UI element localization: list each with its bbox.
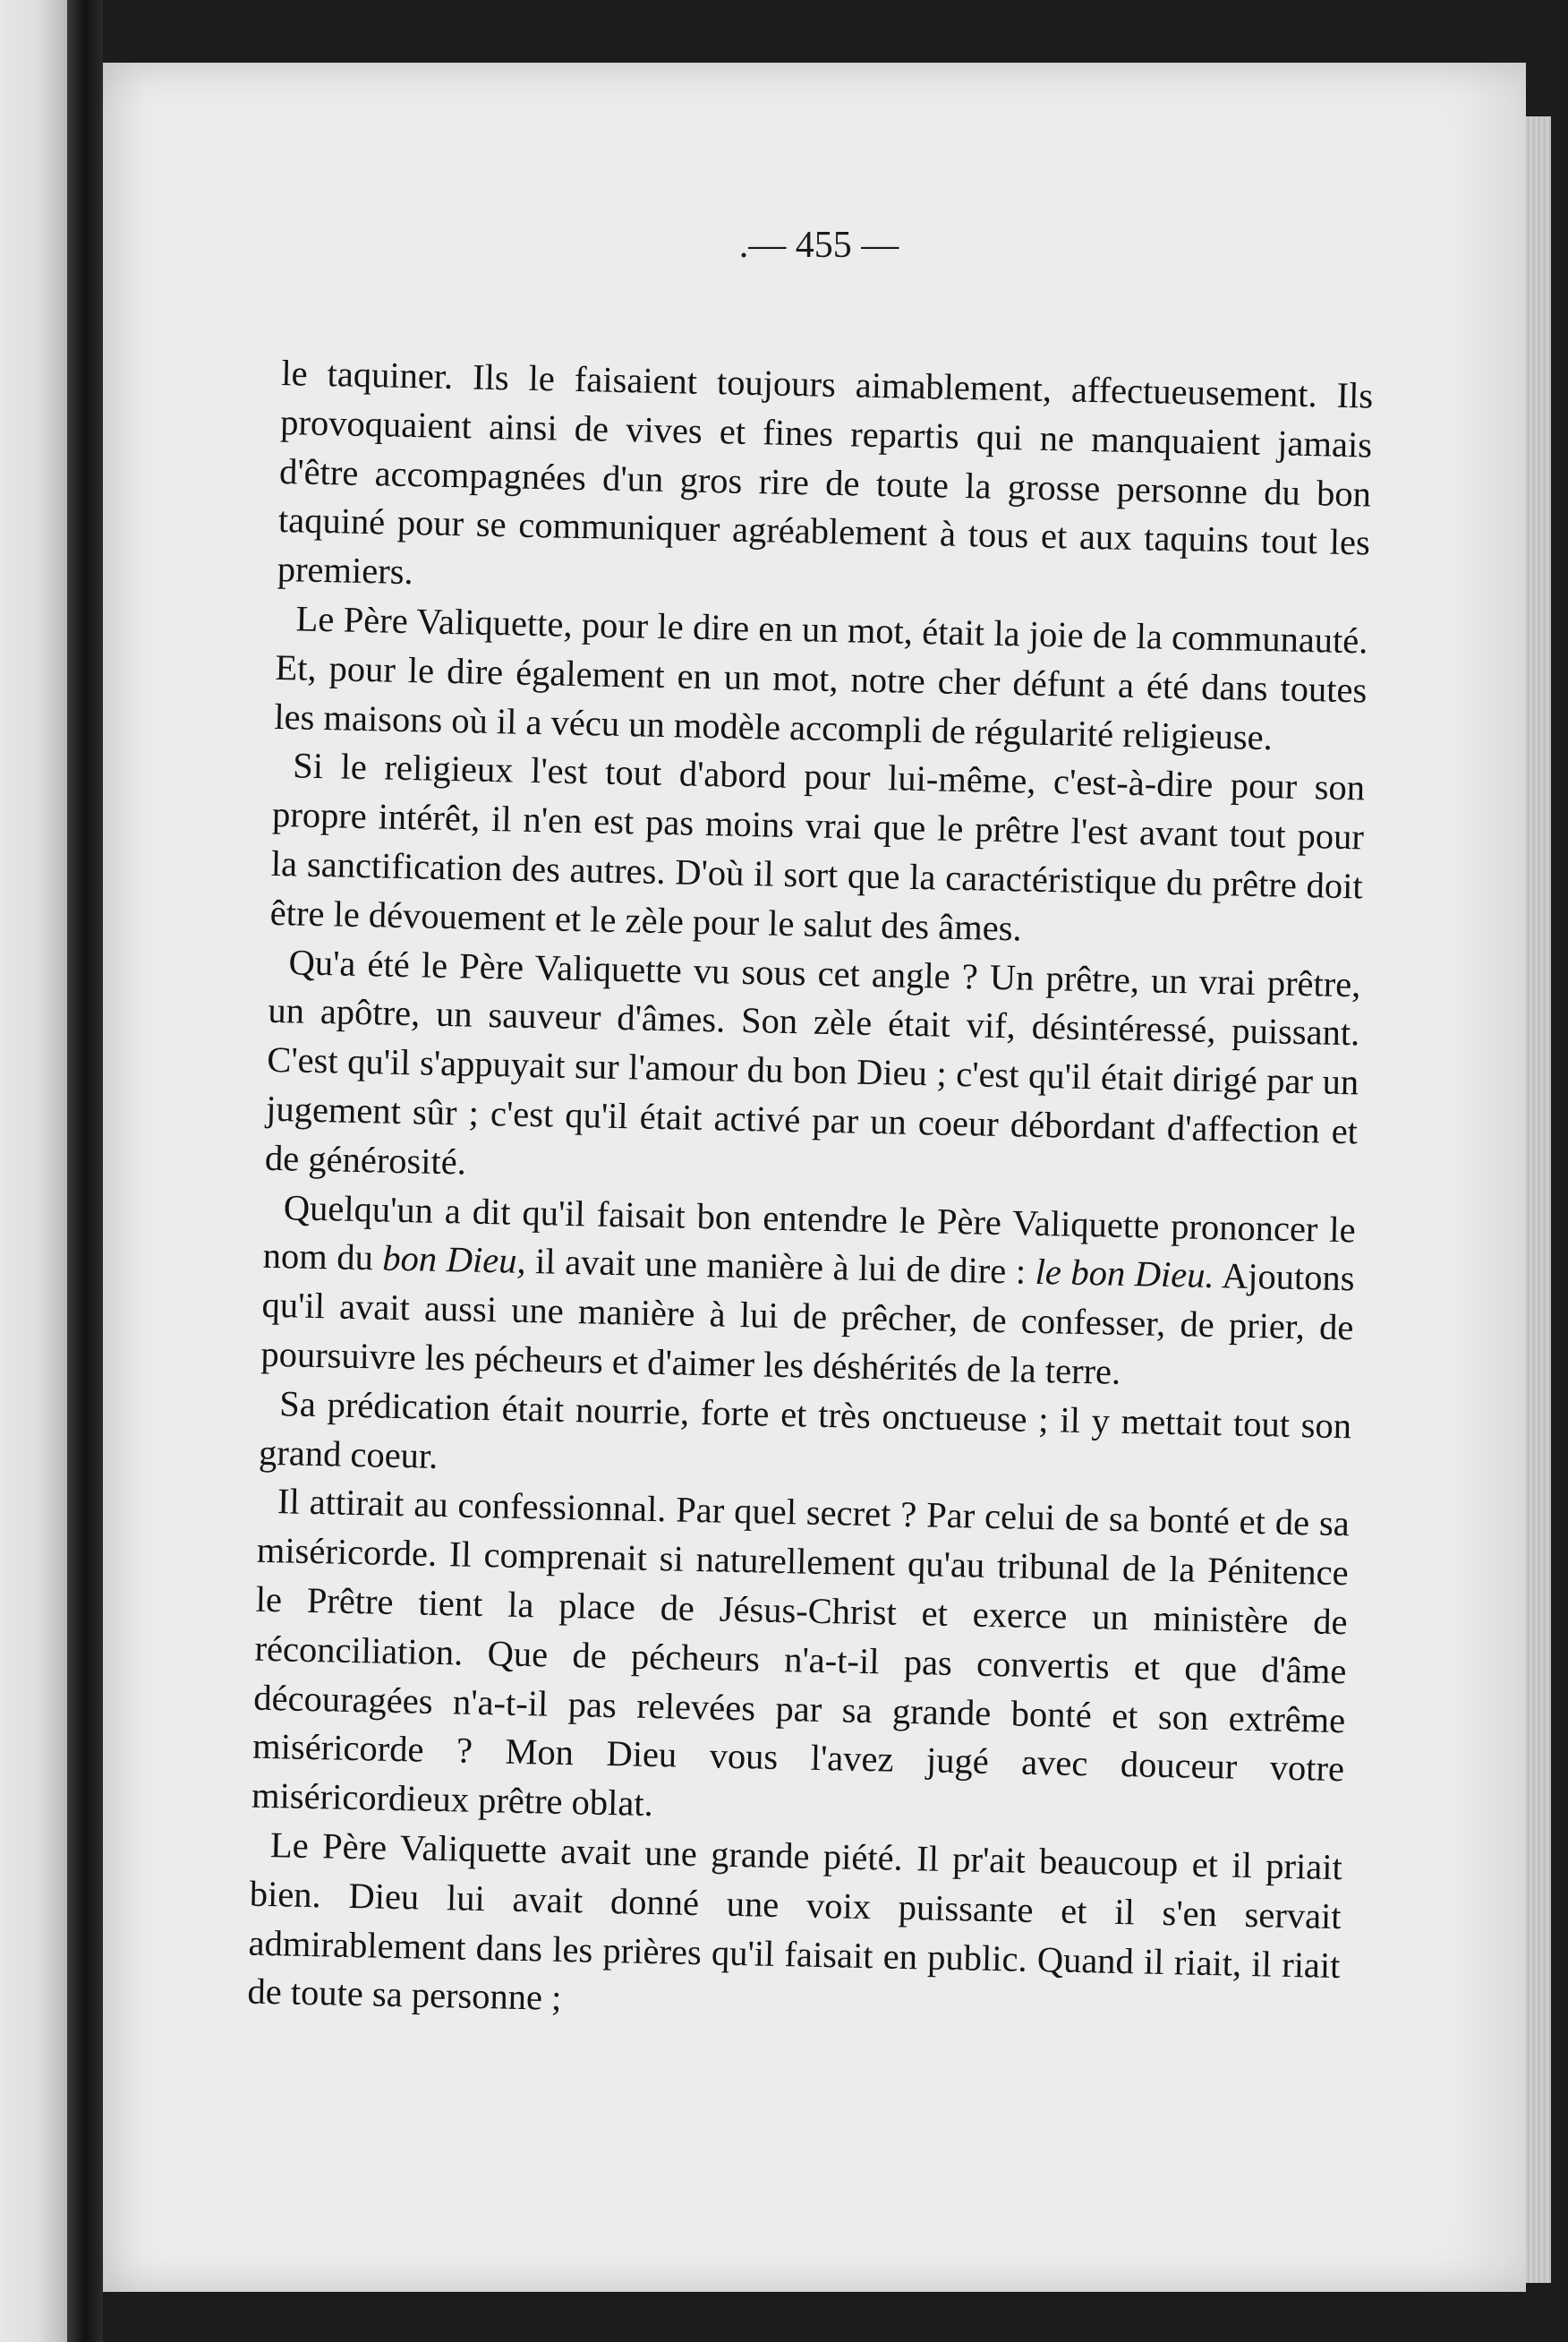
paragraph-8: Le Père Valiquette avait une grande piété. Il pr'ait beaucoup et il priait bien. Dieu lui avait donné une voix puissante et il s'en servait admirablement dans les prières qu'il faisait en public. Quand il riait, il riait de toute sa personne ; [247, 1825, 1343, 2019]
book-page [103, 63, 1526, 2292]
paragraph-7: Il attirait au confessionnal. Par quel secret ? Par celui de sa bonté et de sa miséricorde. Il comprenait si naturellement qu'au tribunal de la Pénitence le Prêtre tient la place de Jésus-Christ et exerce un ministère de réconciliation. Que de pécheurs n'a-t-il pas convertis et que d'âme découragées n'a-t-il pas relevées par sa grande bonté et son extrême miséricorde ? Mon Dieu vous l'avez jugé avec douceur votre miséricordieux prêtre oblat. [251, 1481, 1351, 1825]
paragraph-3: Si le religieux l'est tout d'abord pour lui-même, c'est-à-dire pour son propre intérêt, il n'en est pas moins vrai que le prêtre l'est avant tout pour la sanctification des autres. D'où il sort que la caractéristique du prêtre doit être le dévouement et le zèle pour le salut des âmes. [269, 745, 1366, 949]
paragraph-4: Qu'a été le Père Valiquette vu sous cet angle ? Un prêtre, un vrai prêtre, un apôtre, un sauveur d'âmes. Son zèle était vif, désintéressé, puissant. C'est qu'il s'appuyait sur l'amour du bon Dieu ; c'est qu'il était dirigé par un jugement sûr ; c'est qu'il était activé par un coeur débordant d'affection et de générosité. [264, 941, 1361, 1183]
previous-page-edge [0, 0, 67, 2342]
paragraph-2: Le Père Valiquette, pour le dire en un mot, était la joie de la communauté. Et, pour le dire également en un mot, notre cher défunt a été dans toutes les maisons où il a vécu un modèle accompli de régularité religieuse. [273, 598, 1368, 757]
paragraph-1: le taquiner. Ils le faisaient toujours aimablement, affectueusement. Ils provoquaient ainsi de vives et fines repartis qui ne manquaient jamais d'être accompagnées d'un gros rire de toute la grosse personne du bon taquiné pour se communiquer agréablement à tous et aux taquins tout les premiers. [277, 352, 1374, 593]
paragraph-6: Sa prédication était nourrie, forte et très onctueuse ; il y mettait tout son grand coeur. [258, 1382, 1352, 1476]
italic-phrase: bon Dieu, [381, 1237, 527, 1282]
page-number: .— 455 — [738, 225, 899, 266]
paragraph-5: Quelqu'un a dit qu'il faisait bon entendre le Père Valiquette prononcer le nom du bon Dieu, il avait une manière à lui de dire : le bon Dieu. Ajoutons qu'il avait aussi une manière à lui de prêcher, de confesser, de prier, de poursuivre les pécheurs et d'aimer les déshérités de la terre. [260, 1186, 1357, 1392]
italic-phrase: le bon Dieu. [1035, 1252, 1215, 1296]
page-stack-edge [1526, 116, 1551, 2283]
body-text [247, 349, 1374, 2039]
book-gutter [67, 0, 103, 2342]
